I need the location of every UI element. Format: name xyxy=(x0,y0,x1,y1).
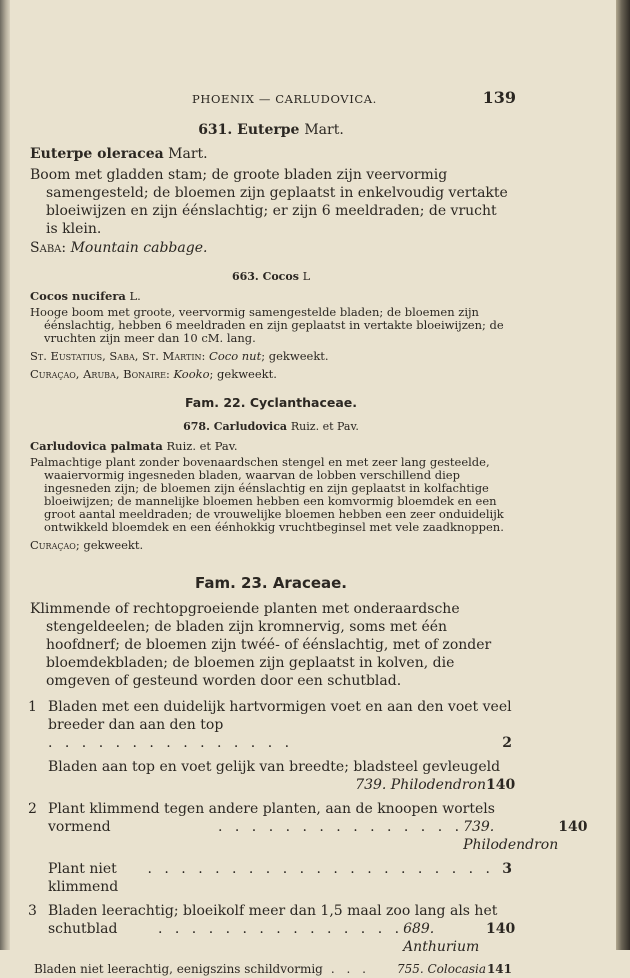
locality-note: ; gekweekt. xyxy=(261,349,329,363)
species-locality: Curaçao, Aruba, Bonaire: Kooko; gekweekt. xyxy=(30,367,277,381)
page-edge-shadow xyxy=(616,0,630,950)
genus-author: Mart. xyxy=(304,122,344,138)
species-locality: Saba: Mountain cabbage. xyxy=(30,240,208,256)
locality-name: St. Eustatius, Saba, St. Martin xyxy=(30,349,202,363)
common-name: Coco nut xyxy=(209,349,262,363)
genus-name: Euterpe xyxy=(237,122,300,138)
key-couplet-3a xyxy=(28,902,516,956)
couplet-number: 1 xyxy=(28,699,37,715)
locality-name: Saba xyxy=(30,240,62,256)
genus-number: 678. xyxy=(183,420,210,433)
genus-heading-euterpe xyxy=(30,122,512,138)
leader-dots: . . . . . . . . . . . . . . . . . . . . . xyxy=(147,861,494,877)
common-name: Kooko xyxy=(173,367,210,381)
species-name: Euterpe oleracea xyxy=(30,146,164,162)
genus-heading-carludovica xyxy=(30,420,512,433)
lead-text: Plant niet klimmend xyxy=(48,861,119,895)
genus-number: 663. xyxy=(231,270,259,283)
family-heading-araceae: Fam. 23. Araceae. xyxy=(194,574,348,592)
lead-page: 140 xyxy=(486,777,516,793)
genus-author: L xyxy=(302,270,311,283)
key-couplet-1a xyxy=(30,698,512,752)
lead-result: 689. Anthurium xyxy=(403,921,480,955)
lead-result: 755. Colocasia xyxy=(396,962,486,976)
lead-text: Bladen leerachtig; bloeikolf meer dan 1,5 maal zoo lang als het schutblad xyxy=(48,903,498,937)
page-number: 139 xyxy=(482,88,516,107)
lead-page: 140 xyxy=(558,819,588,835)
species-heading-euterpe-oleracea xyxy=(30,146,512,162)
genus-number: 631. xyxy=(198,122,233,138)
species-locality xyxy=(30,538,512,552)
lead-result: 739. Philodendron xyxy=(355,777,486,793)
book-page xyxy=(28,84,588,978)
lead-text: Bladen met een duidelijk hartvormigen voet en aan den voet veel breeder dan aan den top xyxy=(48,699,512,733)
key-couplet-3b xyxy=(30,960,512,978)
species-name: Carludovica palmata xyxy=(30,439,163,453)
lead-page: 141 xyxy=(486,962,512,976)
couplet-number: 3 xyxy=(28,903,37,919)
family-heading-cyclanthaceae: Fam. 22. Cyclanthaceae. xyxy=(184,395,358,410)
species-author: Mart. xyxy=(168,146,208,162)
lead-reference: 2 xyxy=(502,735,512,751)
species-description: Hooge boom met groote, veervormig samengestelde bladen; de bloemen zijn éénslachtig, hebben 6 meeldraden en zijn geplaatst in vertakte bloeiwijzen; de vruchten zijn meer dan 10 cM. lang. xyxy=(30,305,504,345)
lead-text: Bladen aan top en voet gelijk van breedte; bladsteel gevleugeld xyxy=(48,759,501,775)
page-gutter-shadow xyxy=(0,0,10,950)
lead-text: Bladen niet leerachtig, eenigszins schildvormig xyxy=(34,962,323,976)
species-name: Cocos nucifera xyxy=(30,289,126,303)
determination-key xyxy=(28,698,588,978)
species-author: Ruiz. et Pav. xyxy=(166,439,238,453)
lead-reference: 3 xyxy=(502,861,512,877)
family-description: Klimmende of rechtopgroeiende planten met onderaardsche stengeldeelen; de bladen zijn kromnervig, soms met één hoofdnerf; de bloemen zijn twéé- of éénslachtig, met of zonder bloemdekbladen; de bloemen zijn geplaatst in kolven, die omgeven of gesteund worden door een schutblad. xyxy=(30,601,492,689)
species-description: Palmachtige plant zonder bovenaardschen stengel en met zeer lang gesteelde, waaiervormig ingesneden bladen, waarvan de lobben verschillend diep ingesneden zijn; de bloemen zijn éénslachtig en zijn geplaatst in kolfachtige bloeiwijzen; de mannelijke bloemen hebben een komvormig bloemdek en een groot aantal meeldraden; de vrouwelijke bloemen hebben een zeer onduidelijk ontwikkeld bloemdek en een éénhokkig vruchtbeginsel met vele zaadknoppen. xyxy=(30,455,504,534)
leader-dots: . . . . . . . . . . . . . . . xyxy=(48,735,294,751)
species-description: Boom met gladden stam; de groote bladen zijn veervormig samengesteld; de bloemen zijn geplaatst in enkelvoudig vertakte bloeiwijzen en zijn éénslachtig; er zijn 6 meeldraden; de vrucht is klein. xyxy=(30,167,508,237)
genus-author: Ruiz. et Pav. xyxy=(290,420,359,433)
key-couplet-2b xyxy=(30,860,512,896)
locality-name: Curaçao, Aruba, Bonaire xyxy=(30,367,166,381)
genus-name: Carludovica xyxy=(213,420,288,433)
common-name: Mountain cabbage. xyxy=(70,240,208,256)
locality-note: ; gekweekt. xyxy=(209,367,277,381)
couplet-number: 2 xyxy=(28,801,37,817)
species-author: L. xyxy=(129,289,141,303)
lead-page: 140 xyxy=(486,921,516,937)
species-heading-cocos-nucifera xyxy=(30,289,512,303)
locality-name: Curaçao xyxy=(30,538,76,552)
running-title: PHOENIX — CARLUDOVICA. xyxy=(192,92,377,106)
leader-dots: . . . xyxy=(330,962,370,976)
leader-dots: . . . . . . . . . . . . . . . xyxy=(158,921,404,937)
genus-heading-cocos xyxy=(30,270,512,283)
leader-dots: . . . . . . . . . . . . . . . xyxy=(218,819,464,835)
key-couplet-1b xyxy=(30,758,516,794)
key-couplet-2a xyxy=(28,800,588,854)
running-header xyxy=(30,84,516,110)
species-locality: St. Eustatius, Saba, St. Martin: Coco nut; gekweekt. xyxy=(30,349,329,363)
lead-result: 739. Philodendron xyxy=(463,819,559,853)
genus-name: Cocos xyxy=(262,270,299,283)
locality-note: ; gekweekt. xyxy=(75,538,144,552)
lead-text: Plant klimmend tegen andere planten, aan de knoopen wortels vormend xyxy=(48,801,495,835)
species-heading-carludovica-palmata xyxy=(30,439,512,453)
